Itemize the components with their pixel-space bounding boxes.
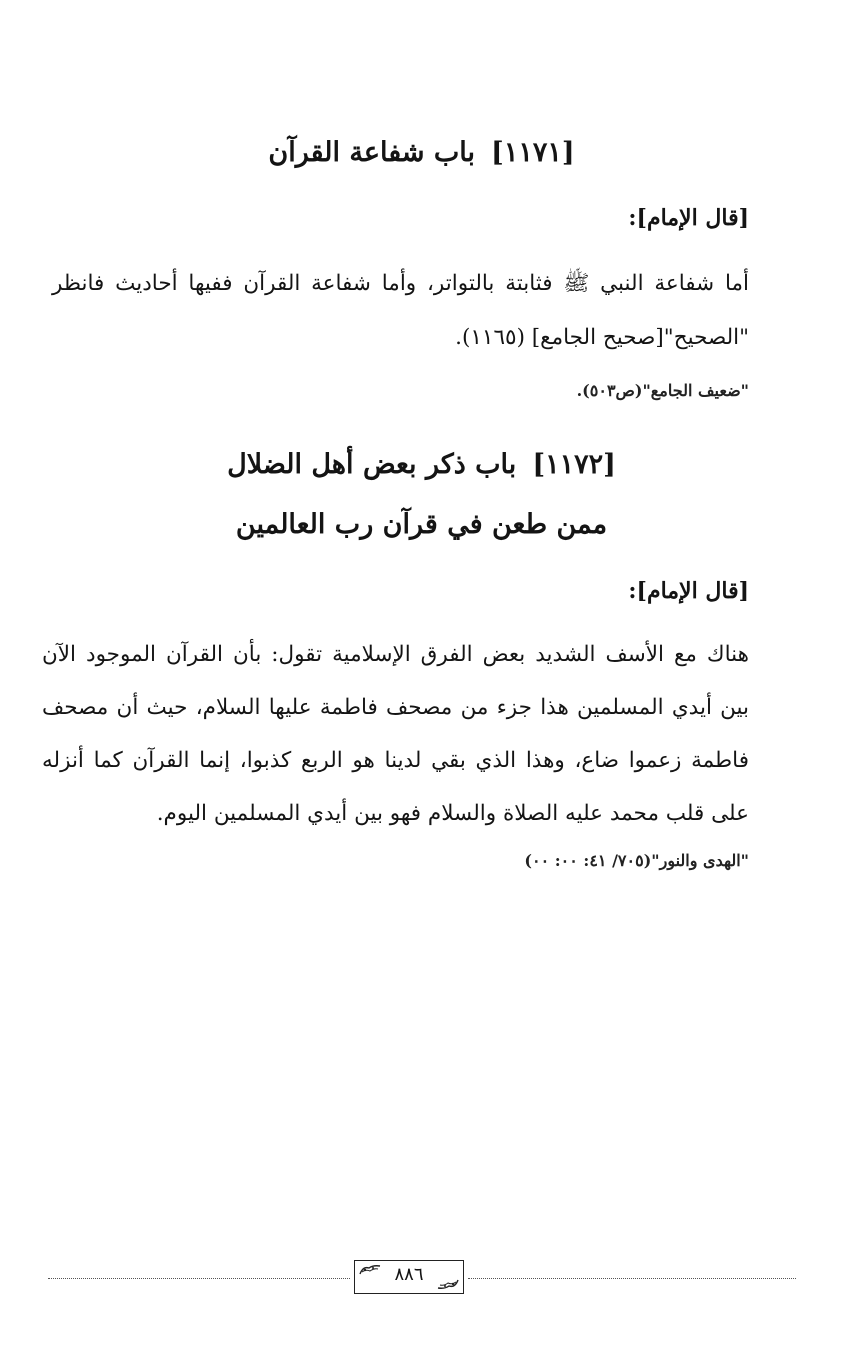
chapter-number: [١١٧١] [491, 137, 575, 168]
footer-rule-left [48, 1278, 350, 1279]
footer-rule-right [468, 1278, 796, 1279]
chapter-title-1171 [0, 125, 843, 181]
page-number: ٨٨٦ [394, 1264, 424, 1285]
source-citation: "الهدى والنور"(٧٠٥/ ٤١: ٠٠: ٠٠) [524, 851, 749, 870]
imam-said-label: [قال الإمام]: [628, 205, 749, 231]
chapter-heading: باب شفاعة القرآن [268, 137, 476, 168]
chapter-number: [١١٧٢] [532, 449, 616, 480]
chapter-heading-line2: ممن طعن في قرآن رب العالمين [235, 509, 608, 540]
chapter-title-1172 [0, 437, 843, 493]
corner-ornament-icon [437, 1278, 459, 1290]
body-paragraph: هناك مع الأسف الشديد بعض الفرق الإسلامية تقول: بأن القرآن الموجود الآن بين أيدي المسلمين هذا جزء من مصحف فاطمة عليها السلام، حيث أن مصحف فاطمة زعموا ضاع، وهذا الذي بقي لدينا هو الربع كذبوا، إنما القرآن كما أنزله على قلب محمد عليه الصلاة والسلام فهو بين أيدي المسلمين اليوم. [42, 642, 749, 826]
source-citation: "ضعيف الجامع"(ص٥٠٣). [576, 381, 749, 400]
chapter-heading: باب ذكر بعض أهل الضلال [227, 449, 517, 480]
page-footer [0, 1260, 843, 1300]
page-number-box [354, 1260, 464, 1294]
body-paragraph: أما شفاعة النبي ﷺ فثابتة بالتواتر، وأما شفاعة القرآن ففيها أحاديث فانظر "الصحيح"[صحيح الجامع] (١١٦٥). [52, 271, 749, 350]
imam-said-label: [قال الإمام]: [628, 578, 749, 604]
